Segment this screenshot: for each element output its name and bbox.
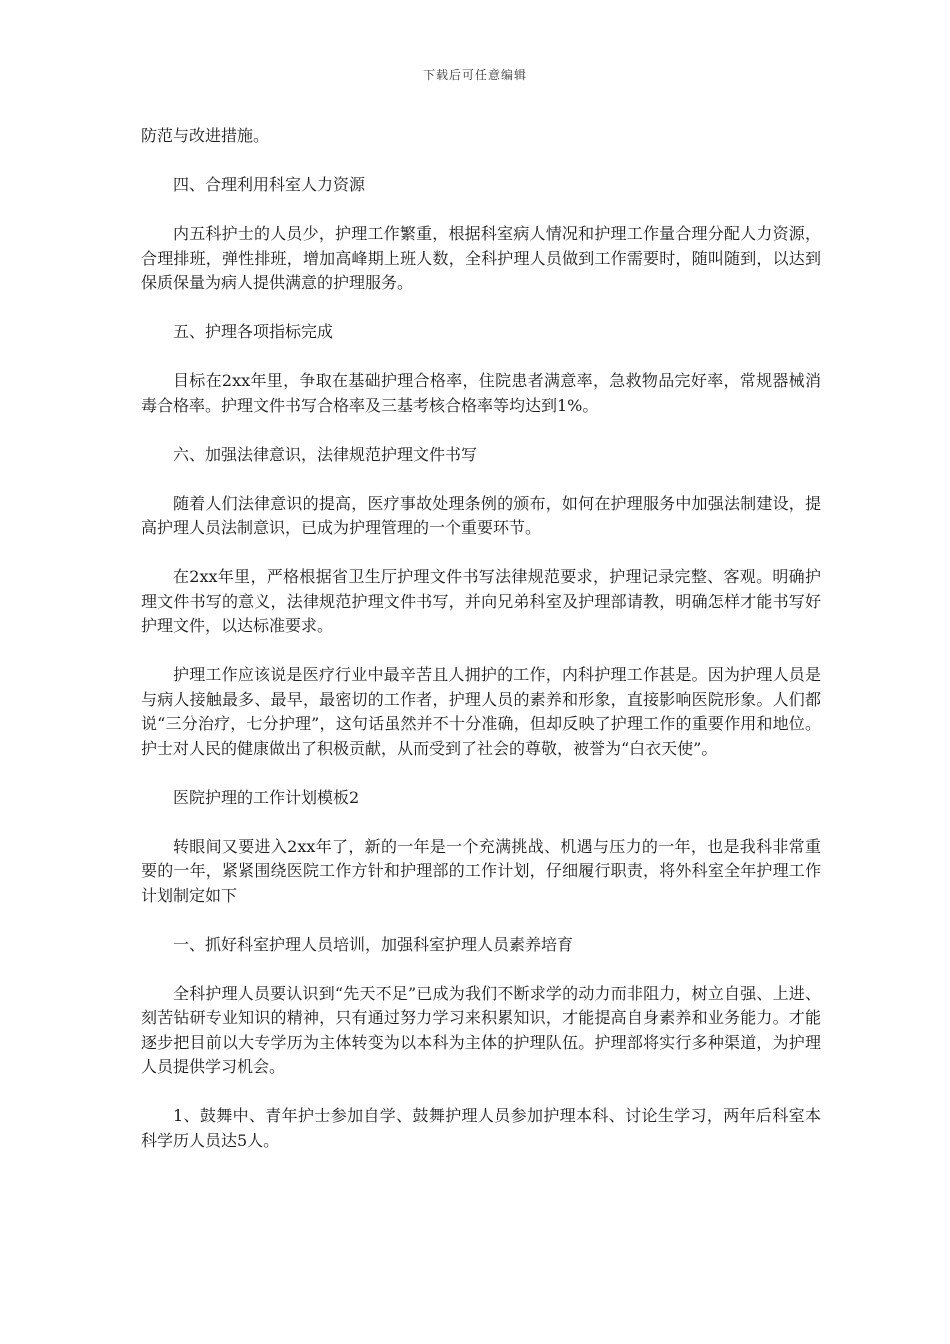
paragraph: 防范与改进措施。 bbox=[141, 126, 270, 145]
paragraph: 四、合理利用科室人力资源 bbox=[173, 175, 366, 194]
paragraph: 医院护理的工作计划模板2 bbox=[173, 787, 360, 807]
document-body bbox=[141, 124, 821, 1178]
paragraph: 1、鼓舞中、青年护士参加自学、鼓舞护理人员参加护理本科、讨论生学习，两年后科室本科学历人员达5人。 bbox=[141, 1106, 821, 1150]
paragraph: 五、护理各项指标完成 bbox=[173, 322, 334, 341]
paragraph: 随着人们法律意识的提高，医疗事故处理条例的颁布，如何在护理服务中加强法制建设，提高护理人员法制意识，已成为护理管理的一个重要环节。 bbox=[141, 493, 821, 537]
paragraph: 一、抓好科室护理人员培训，加强科室护理人员素养培育 bbox=[173, 934, 574, 954]
paragraph: 护理工作应该说是医疗行业中最辛苦且人拥护的工作，内科护理工作甚是。因为护理人员是与病人接触最多、最早，最密切的工作者，护理人员的素养和形象，直接影响医院形象。人们都说“三分治疗，七分护理”，这句话虽然并不十分准确，但却反映了护理工作的重要作用和地位。护士对人民的健康做出了积极贡献，从而受到了社会的尊敬，被誉为“白衣天使”。 bbox=[141, 665, 821, 758]
paragraph: 转眼间又要进入2xx年了，新的一年是一个充满挑战、机遇与压力的一年，也是我科非常重要的一年，紧紧围绕医院工作方针和护理部的工作计划，仔细履行职责，将外科室全年护理工作计划制定如下 bbox=[141, 836, 821, 905]
paragraph: 六、加强法律意识，法律规范护理文件书写 bbox=[173, 444, 478, 464]
paragraph: 全科护理人员要认识到“先天不足”已成为我们不断求学的动力而非阻力，树立自强、上进、刻苦钻研专业知识的精神，只有通过努力学习来积累知识，才能提高自身素养和业务能力。才能逐步把目前以大专学历为主体转变为以本科为主体的护理队伍。护理部将实行多种渠道，为护理人员提供学习机会。 bbox=[141, 983, 821, 1076]
page-header: 下载后可任意编辑 bbox=[422, 68, 527, 82]
paragraph: 目标在2xx年里，争取在基础护理合格率，住院患者满意率，急救物品完好率，常规器械消毒合格率。护理文件书写合格率及三基考核合格率等均达到1%。 bbox=[141, 371, 821, 415]
paragraph: 在2xx年里，严格根据省卫生厅护理文件书写法律规范要求，护理记录完整、客观。明确护理文件书写的意义，法律规范护理文件书写，并向兄弟科室及护理部请教，明确怎样才能书写好护理文件，以达标准要求。 bbox=[141, 567, 821, 635]
paragraph: 内五科护士的人员少，护理工作繁重，根据科室病人情况和护理工作量合理分配人力资源，合理排班，弹性排班，增加高峰期上班人数，全科护理人员做到工作需要时，随叫随到，以达到保质保量为病人提供满意的护理服务。 bbox=[141, 224, 821, 292]
